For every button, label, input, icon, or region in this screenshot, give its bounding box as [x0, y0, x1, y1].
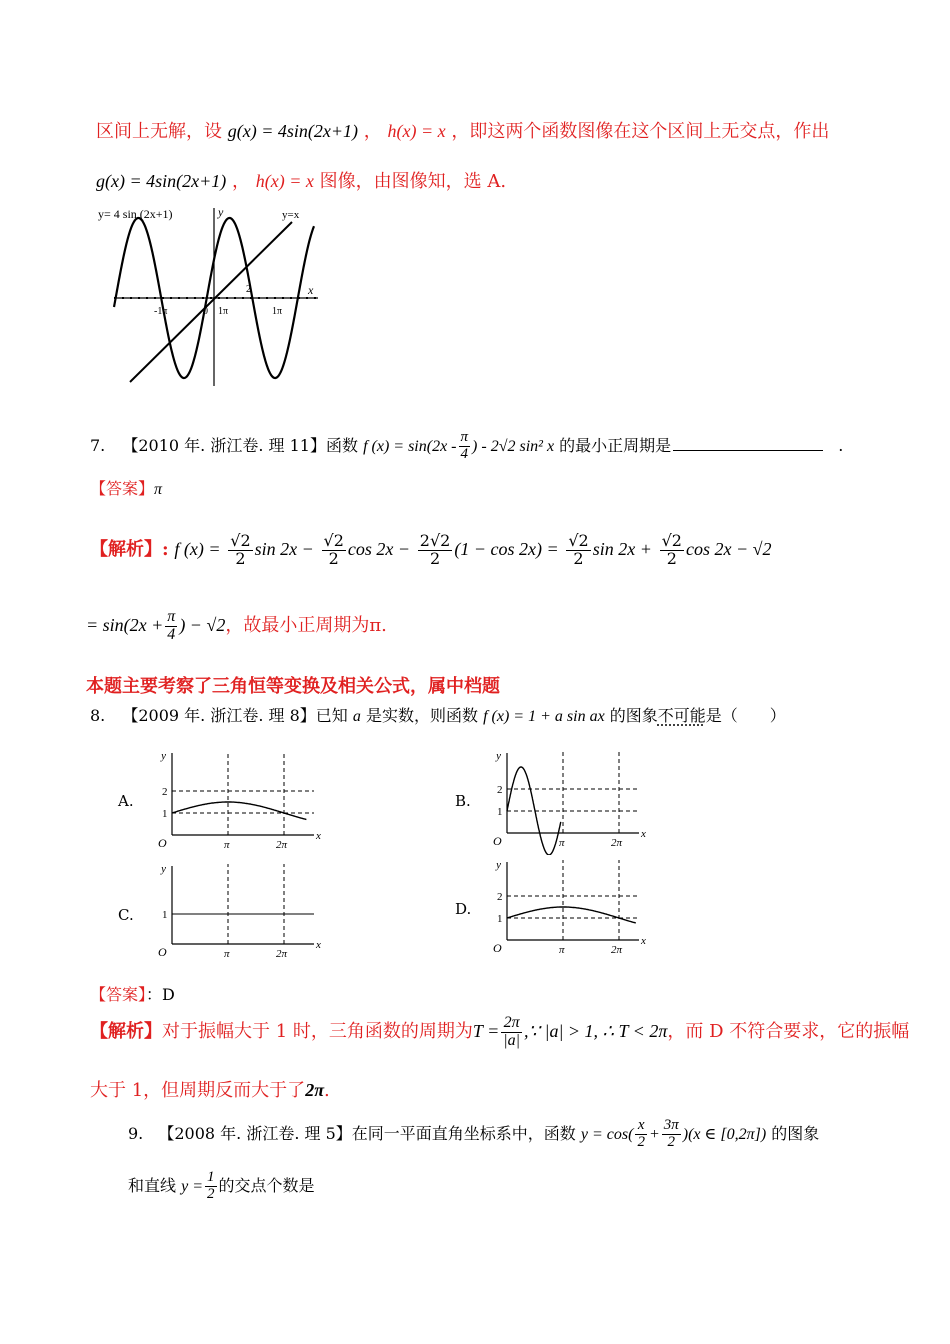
x-axis-label: x — [316, 939, 321, 951]
tick-2pi: 2π — [276, 948, 288, 960]
tick-2pi: 2π — [276, 839, 288, 851]
function-curve — [507, 907, 636, 923]
analysis-8-line2: 大于 1，但周期反而大于了2π. — [90, 1080, 330, 1101]
sine-label: y= 4 sin (2x+1) — [98, 207, 173, 221]
origin-label: O — [493, 834, 502, 848]
analysis-7-line1: 【解析】: f (x) = $\frac{√2}{2}$ sin 2x − $\frac{√2}{2}$ cos 2x − $\frac{2√2}{2}$ (1 − cos 2x) = $\frac{√2}{2}$ sin 2x + $\frac{√2}{2}$ cos 2x − √2 — [90, 530, 772, 568]
line-label: y=x — [282, 209, 300, 221]
option-a-graph[interactable] — [150, 745, 330, 855]
sol6-line1: 区间上无解，设 g(x) = 4sin(2x+1) ， h(x) = x ，即这两个函数图像在这个区间上无交点，作出 — [96, 121, 830, 142]
h-definition: h(x) = x — [387, 121, 446, 141]
y-axis-label: y — [161, 750, 166, 762]
option-d-label[interactable]: D. — [455, 900, 472, 918]
answer-blank[interactable] — [673, 436, 823, 451]
tick-pi: π — [559, 944, 565, 956]
y-axis-label: y — [496, 750, 501, 762]
line-y-equals-x — [130, 222, 292, 382]
option-b-label[interactable]: B. — [455, 792, 471, 810]
g-definition: g(x) = 4sin(2x+1) — [227, 121, 358, 141]
function-curve — [172, 802, 306, 820]
tick-y-1: 1 — [162, 808, 168, 820]
tick-pi: π — [224, 839, 230, 851]
tick-y-2: 2 — [162, 786, 168, 798]
tick-y-1: 1 — [497, 806, 503, 818]
tick-origin: 0 — [203, 306, 208, 317]
option-c-graph[interactable] — [150, 858, 330, 962]
tick-pi: 1π — [218, 306, 229, 317]
x-axis-label: x — [308, 283, 314, 297]
tick-y-1: 1 — [497, 913, 503, 925]
tick-pi: π — [559, 837, 565, 849]
question-9-line2: 和直线 y = $\frac{1}{2}$ 的交点个数是 — [128, 1169, 315, 1202]
option-d-graph[interactable] — [485, 854, 655, 962]
origin-label: O — [158, 945, 167, 959]
tick-y-2: 2 — [497, 891, 503, 903]
sol6-line2: g(x) = 4sin(2x+1) ， h(x) = x 图像，由图像知，选 A. — [96, 171, 507, 192]
tick-2: 2 — [246, 284, 251, 295]
analysis-7-line2: = sin(2x + $\frac{\pi}{4}$ ) − √2，故最小正周期为π. — [86, 607, 387, 643]
tick-2pi: 2π — [611, 944, 623, 956]
question-7: 7. 【2010 年. 浙江卷. 理 11】函数 f (x) = sin(2x - $\frac{\pi}{4}$ ) - 2√2 sin² x 的最小正周期是 . — [90, 429, 844, 462]
x-axis-label: x — [316, 830, 321, 842]
y-axis-label: y — [218, 205, 224, 219]
origin-label: O — [493, 941, 502, 955]
answer-7: 【答案】π — [90, 479, 163, 498]
tick-neg-pi: -1π — [154, 306, 168, 317]
analysis-7-note: 本题主要考察了三角恒等变换及相关公式，属中档题 — [86, 676, 500, 697]
origin-label: O — [158, 836, 167, 850]
tick-2pi: 2π — [611, 837, 623, 849]
answer-8: 【答案】：D — [90, 985, 175, 1004]
analysis-8-line1: 【解析】对于振幅大于 1 时，三角函数的周期为T = $\frac{2\pi}{|a|}$ ,∵ |a| > 1, ∴ T < 2π，而 D 不符合要求，它的振幅 — [90, 1013, 910, 1049]
option-b-graph[interactable] — [485, 745, 655, 855]
tick-pi: π — [224, 948, 230, 960]
y-axis-label: y — [161, 863, 166, 875]
option-c-label[interactable]: C. — [118, 906, 134, 924]
option-a-label[interactable]: A. — [118, 792, 134, 810]
question-8: 8. 【2009 年. 浙江卷. 理 8】已知 a 是实数，则函数 f (x) = 1 + a sin ax 的图象不可能是（ ） — [90, 706, 786, 725]
y-axis-label: y — [496, 859, 501, 871]
sine-line-figure — [96, 200, 326, 390]
x-axis-label: x — [641, 828, 646, 840]
tick-pi-b: 1π — [272, 306, 283, 317]
question-9: 9. 【2008 年. 浙江卷. 理 5】在同一平面直角坐标系中，函数 y = cos( $\frac{x}{2}$ + $\frac{3\pi}{2}$ )(x ∈ [0,2π]) 的图象 — [128, 1117, 820, 1150]
x-axis-label: x — [641, 935, 646, 947]
tick-y-1: 1 — [162, 909, 168, 921]
tick-y-2: 2 — [497, 784, 503, 796]
